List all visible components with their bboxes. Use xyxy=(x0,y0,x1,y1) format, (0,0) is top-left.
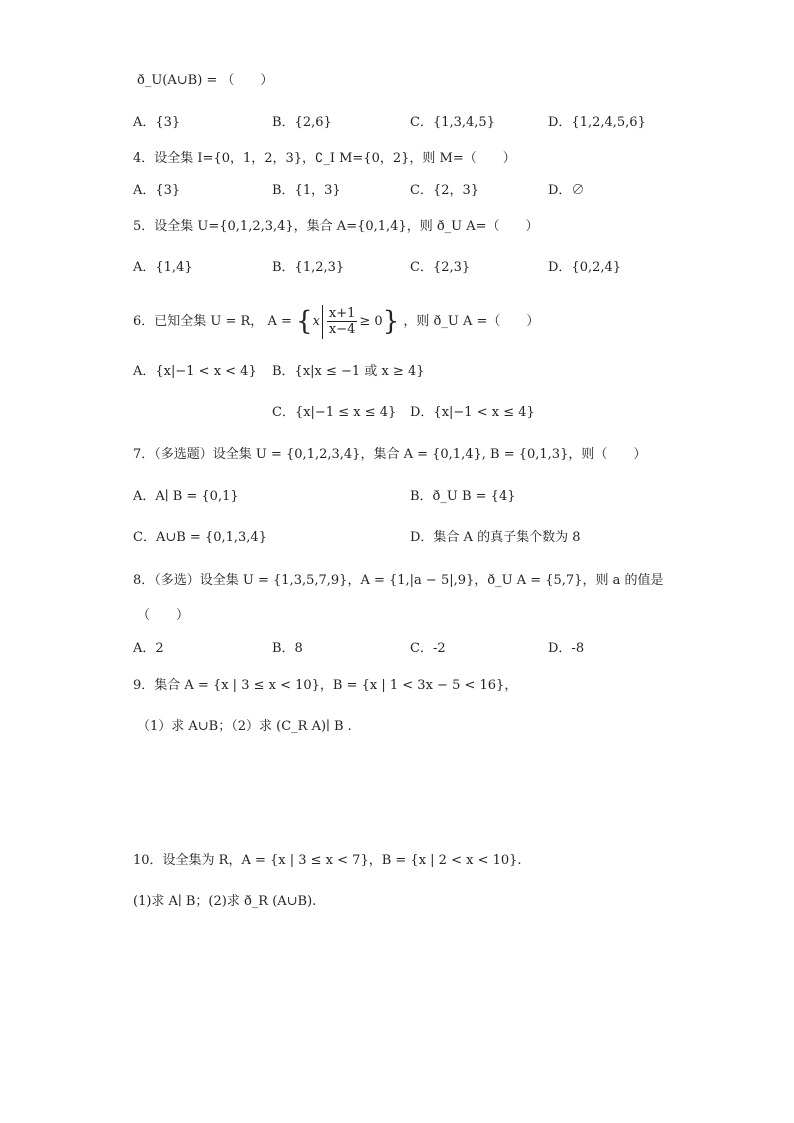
q7-option-c: C．A∪B = {0,1,3,4} xyxy=(133,530,267,545)
right-brace-glyph: } xyxy=(382,306,400,337)
q8-option-b: B．8 xyxy=(272,641,303,656)
q6-stem xyxy=(133,304,539,340)
q6-option-d: D．{x|−1 < x ≤ 4} xyxy=(410,405,535,420)
q3-option-d: D．{1,2,4,5,6} xyxy=(548,115,646,130)
q7-option-a: A．A∣ B = {0,1} xyxy=(133,489,239,504)
q8-stem-blank: （ ） xyxy=(137,608,190,623)
q6-x-var: x xyxy=(312,314,320,329)
q5-option-c: C．{2,3} xyxy=(410,260,471,275)
q4-option-b: B．{1，3} xyxy=(272,183,341,198)
q4-option-c: C．{2，3} xyxy=(410,183,480,198)
q6-frac-den: x−4 xyxy=(328,322,356,337)
q6-set-a: A = xyxy=(267,314,292,329)
q6-option-b: B．{x|x ≤ −1 或 x ≥ 4} xyxy=(272,364,425,379)
q8-option-a: A．2 xyxy=(133,641,164,656)
q6-fraction xyxy=(327,306,358,337)
q6-condition: ≥ 0 xyxy=(359,314,383,329)
q5-option-a: A．{1,4} xyxy=(133,260,193,275)
q3-option-a: A．{3} xyxy=(133,115,181,130)
q3-option-c: C．{1,3,4,5} xyxy=(410,115,495,130)
q6-frac-num: x+1 xyxy=(328,306,356,321)
q3-stem: ð_U(A∪B) = （ ） xyxy=(137,73,274,88)
q5-option-d: D．{0,2,4} xyxy=(548,260,622,275)
q9-stem: 9．集合 A = {x | 3 ≤ x < 10}，B = {x | 1 < 3x − 5 < 16}， xyxy=(133,678,518,693)
q6-prefix: 6．已知全集 U = R， xyxy=(133,314,264,329)
q4-option-a: A．{3} xyxy=(133,183,181,198)
q4-option-d: D．∅ xyxy=(548,183,585,198)
q9-subquestions: （1）求 A∪B；（2）求 (C_R A)∣ B . xyxy=(137,719,352,734)
q7-option-b: B．ð_U B = {4} xyxy=(410,489,516,504)
q4-stem: 4．设全集 I={0，1，2，3}，∁_I M={0，2}，则 M=（ ） xyxy=(133,151,516,166)
q5-option-b: B．{1,2,3} xyxy=(272,260,345,275)
q10-stem: 10．设全集为 R，A = {x | 3 ≤ x < 7}，B = {x | 2 < x < 10}. xyxy=(133,853,522,868)
q8-option-c: C．-2 xyxy=(410,641,446,656)
q7-stem: 7．（多选题）设全集 U = {0,1,2,3,4}，集合 A = {0,1,4}, B = {0,1,3}，则（ ） xyxy=(133,447,647,462)
q8-stem: 8．（多选）设全集 U = {1,3,5,7,9}，A = {1,|a − 5|,9}，ð_U A = {5,7}，则 a 的值是 xyxy=(133,573,664,588)
q6-option-a: A．{x|−1 < x < 4} xyxy=(133,364,257,379)
q6-option-c: C．{x|−1 ≤ x ≤ 4} xyxy=(272,405,397,420)
left-brace-glyph: { xyxy=(296,306,313,337)
q3-option-b: B．{2,6} xyxy=(272,115,332,130)
set-bar-divider xyxy=(322,305,323,339)
q5-stem: 5．设全集 U={0,1,2,3,4}，集合 A={0,1,4}，则 ð_U A=（ ） xyxy=(133,219,539,234)
q10-subquestions: (1)求 A∣ B；(2)求 ð_R (A∪B). xyxy=(133,894,317,909)
q7-option-d: D．集合 A 的真子集个数为 8 xyxy=(410,530,581,545)
q8-option-d: D．-8 xyxy=(548,641,585,656)
q6-suffix: ，则 ð_U A =（ ） xyxy=(403,314,540,329)
